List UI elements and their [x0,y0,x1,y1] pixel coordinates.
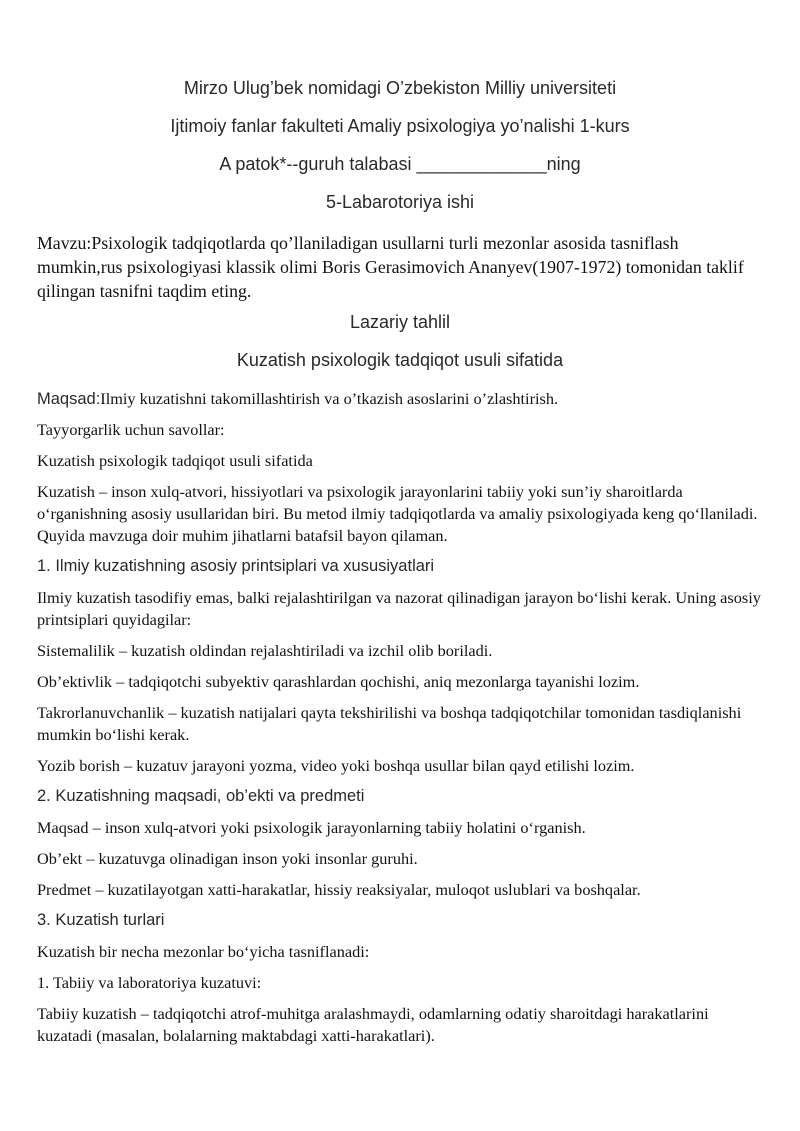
subtitle-lazariy-tahlil: Lazariy tahlil [349,312,451,332]
paragraph-obektivlik: Ob’ektivlik – tadqiqotchi subyektiv qarashlardan qochishi, aniq mezonlarga tayanishi lozim. [37,672,640,691]
subtitle-kuzatish-method: Kuzatish psixologik tadqiqot usuli sifatida [236,350,564,370]
paragraph-ilmiy-intro: Ilmiy kuzatish tasodifiy emas, balki rejalashtirilgan va nazorat qilinadigan jarayon boʻlishi kerak. Uning asosiy printsiplari quyidagilar: [37,588,761,629]
paragraph-tasnif-intro: Kuzatish bir necha mezonlar boʻyicha tasniflanadi: [37,942,370,961]
paragraph-obekt-def: Ob’ekt – kuzatuvga olinadigan inson yoki insonlar guruhi. [37,849,418,868]
doc-title-university: Mirzo Ulug’bek nomidagi O’zbekiston Milliy universiteti [183,78,617,98]
paragraph-yozib-borish: Yozib borish – kuzatuv jarayoni yozma, video yoki boshqa usullar bilan qayd etilishi lozim. [37,756,635,775]
doc-title-student-line: A patok*--guruh talabasi _____________ning [219,154,581,174]
paragraph-tabiiy-def: Tabiiy kuzatish – tadqiqotchi atrof-muhitga aralashmaydi, odamlarning odatiy sharoitdagi harakatlarini kuzatadi (masalan, bolalarning maktabdagi xatti-harakatlari). [37,1004,709,1045]
paragraph-tabiiy-lab-item: 1. Tabiiy va laboratoriya kuzatuvi: [37,973,262,992]
paragraph-prep-questions: Tayyorgarlik uchun savollar: [37,420,225,439]
maqsad-label: Maqsad: [37,390,101,408]
paragraph-topic-line: Kuzatish psixologik tadqiqot usuli sifatida [37,451,313,470]
paragraph-kuzatish-intro: Kuzatish – inson xulq-atvori, hissiyotlari va psixologik jarayonlarini tabiiy yoki sun’iy sharoitlarda oʻrganishning asosiy usullaridan biri. Bu metod ilmiy tadqiqotlarda va amaliy psixologiyada keng qoʻllaniladi. Quyida mavzuga doir muhim jihatlarni batafsil bayon qilaman. [37,482,758,545]
paragraph-sistemalilik: Sistemalilik – kuzatish oldindan rejalashtiriladi va izchil olib boriladi. [37,641,493,660]
maqsad-text: Ilmiy kuzatishni takomillashtirish va o’tkazish asoslarini o’zlashtirish. [100,389,559,408]
paragraph-maqsad-def: Maqsad – inson xulq-atvori yoki psixologik jarayonlarning tabiiy holatini oʻrganish. [37,818,586,837]
doc-title-faculty: Ijtimoiy fanlar fakulteti Amaliy psixologiya yo’nalishi 1-kurs [170,116,630,136]
section-heading-2: 2. Kuzatishning maqsadi, ob’ekti va predmeti [37,787,365,805]
maqsad-paragraph [37,388,763,410]
section-heading-1: 1. Ilmiy kuzatishning asosiy printsiplari va xususiyatlari [37,557,435,575]
mavzu-paragraph: Mavzu:Psixologik tadqiqotlarda qo’llaniladigan usullarni turli mezonlar asosida tasniflash mumkin,rus psixologiyasi klassik olimi Boris Gerasimovich Ananyev(1907-1972) tomonidan taklif qilingan tasnifni taqdim eting. [37,233,744,301]
doc-title-lab-number: 5-Labarotoriya ishi [325,192,475,212]
paragraph-takrorlanuvchanlik: Takrorlanuvchanlik – kuzatish natijalari qayta tekshirilishi va boshqa tadqiqotchilar tomonidan tasdiqlanishi mumkin boʻlishi kerak. [37,703,742,744]
paragraph-predmet-def: Predmet – kuzatilayotgan xatti-harakatlar, hissiy reaksiyalar, muloqot uslublari va boshqalar. [37,880,641,899]
section-heading-3: 3. Kuzatish turlari [37,911,165,929]
